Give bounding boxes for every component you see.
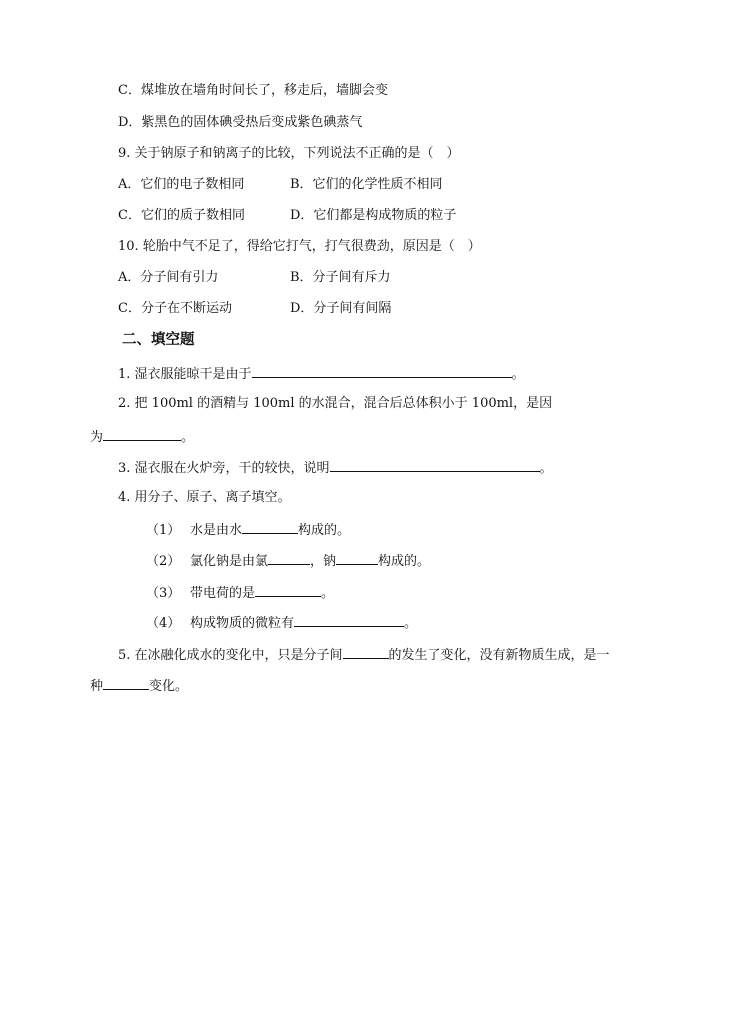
fill-q5-text: 5. 在冰融化成水的变化中，只是分子间 bbox=[118, 648, 343, 663]
fill-q4-sub3-number: （3） bbox=[146, 586, 181, 601]
fill-q5-line1 bbox=[118, 645, 610, 665]
q9-option-d: D．它们都是构成物质的粒子 bbox=[290, 208, 457, 223]
fill-q4-sub2-blank-a[interactable] bbox=[268, 551, 310, 565]
fill-q4-sub2 bbox=[146, 551, 430, 571]
fill-q4-sub4-text: 构成物质的微粒有 bbox=[190, 616, 295, 631]
fill-q4-sub4 bbox=[146, 613, 417, 633]
fill-q2-end: 。 bbox=[181, 430, 195, 445]
fill-q1 bbox=[118, 364, 525, 384]
fill-q4-sub2-end: 构成的。 bbox=[378, 554, 431, 569]
fill-q5-end: 变化。 bbox=[149, 679, 189, 694]
fill-q4-sub3-text: 带电荷的是 bbox=[190, 586, 256, 601]
fill-q3-end: 。 bbox=[539, 461, 553, 476]
fill-q5-blank-b[interactable] bbox=[103, 676, 149, 690]
fill-q4-sub1 bbox=[146, 520, 350, 540]
fill-q4-stem: 4. 用分子、原子、离子填空。 bbox=[118, 490, 291, 505]
q9-option-b: B．它们的化学性质不相同 bbox=[290, 177, 443, 192]
fill-q5-blank-a[interactable] bbox=[343, 645, 389, 659]
fill-q5-text2: 种 bbox=[90, 679, 104, 694]
fill-q4-sub2-text: 氯化钠是由氯 bbox=[190, 554, 269, 569]
fill-q2-line1: 2. 把 100ml 的酒精与 100ml 的水混合，混合后总体积小于 100ml，是因 bbox=[118, 396, 553, 411]
q10-option-d: D．分子间有间隔 bbox=[290, 301, 392, 316]
q9-options-row2 bbox=[118, 207, 456, 225]
fill-q5-text-cont: 的发生了变化，没有新物质生成，是一 bbox=[388, 648, 610, 663]
fill-q2-blank[interactable] bbox=[103, 427, 181, 441]
q10-option-b: B．分子间有斥力 bbox=[290, 270, 391, 285]
fill-q2-line2 bbox=[90, 427, 194, 447]
q9-option-a: A．它们的电子数相同 bbox=[118, 177, 245, 192]
q10-option-c: C．分子在不断运动 bbox=[118, 301, 232, 316]
fill-q4-sub1-number: （1） bbox=[146, 523, 181, 538]
fill-q4-sub2-blank-b[interactable] bbox=[336, 551, 378, 565]
fill-q4-sub1-blank[interactable] bbox=[242, 520, 298, 534]
q9-option-c: C．它们的质子数相同 bbox=[118, 208, 245, 223]
fill-q3-text: 3. 湿衣服在火炉旁，干的较快，说明 bbox=[118, 461, 330, 476]
fill-q4-sub1-end: 构成的。 bbox=[298, 523, 351, 538]
q10-stem: 10. 轮胎中气不足了，得给它打气，打气很费劲，原因是（ ） bbox=[118, 239, 481, 254]
fill-q1-end: 。 bbox=[511, 367, 525, 382]
fill-q4-sub2-mid: ，钠 bbox=[310, 554, 337, 569]
fill-q1-blank[interactable] bbox=[252, 364, 512, 378]
fill-q4-sub2-number: （2） bbox=[146, 554, 181, 569]
fill-q3-blank[interactable] bbox=[330, 458, 540, 472]
fill-q5-line2 bbox=[90, 676, 188, 696]
fill-q4-sub3 bbox=[146, 583, 334, 603]
q9-options-row1 bbox=[118, 176, 443, 194]
fill-q2-text: 为 bbox=[90, 430, 104, 445]
fill-q4-sub4-number: （4） bbox=[146, 616, 181, 631]
q8-option-c: C．煤堆放在墙角时间长了，移走后，墙脚会变 bbox=[118, 83, 388, 98]
fill-q4-sub4-blank[interactable] bbox=[294, 613, 404, 627]
fill-q4-sub4-end: 。 bbox=[404, 616, 418, 631]
q10-option-a: A．分子间有引力 bbox=[118, 270, 219, 285]
fill-q4-sub3-end: 。 bbox=[321, 586, 335, 601]
q8-option-d: D．紫黑色的固体碘受热后变成紫色碘蒸气 bbox=[118, 115, 363, 130]
q9-stem: 9. 关于钠原子和钠离子的比较，下列说法不正确的是（ ） bbox=[118, 146, 460, 161]
fill-q4-sub3-blank[interactable] bbox=[255, 583, 321, 597]
fill-q4-sub1-text: 水是由水 bbox=[190, 523, 243, 538]
q10-options-row2 bbox=[118, 300, 391, 318]
fill-q1-text: 1. 湿衣服能晾干是由于 bbox=[118, 367, 252, 382]
q10-options-row1 bbox=[118, 269, 391, 287]
fill-q3 bbox=[118, 458, 553, 478]
section-title-fill-in: 二、填空题 bbox=[122, 332, 195, 348]
